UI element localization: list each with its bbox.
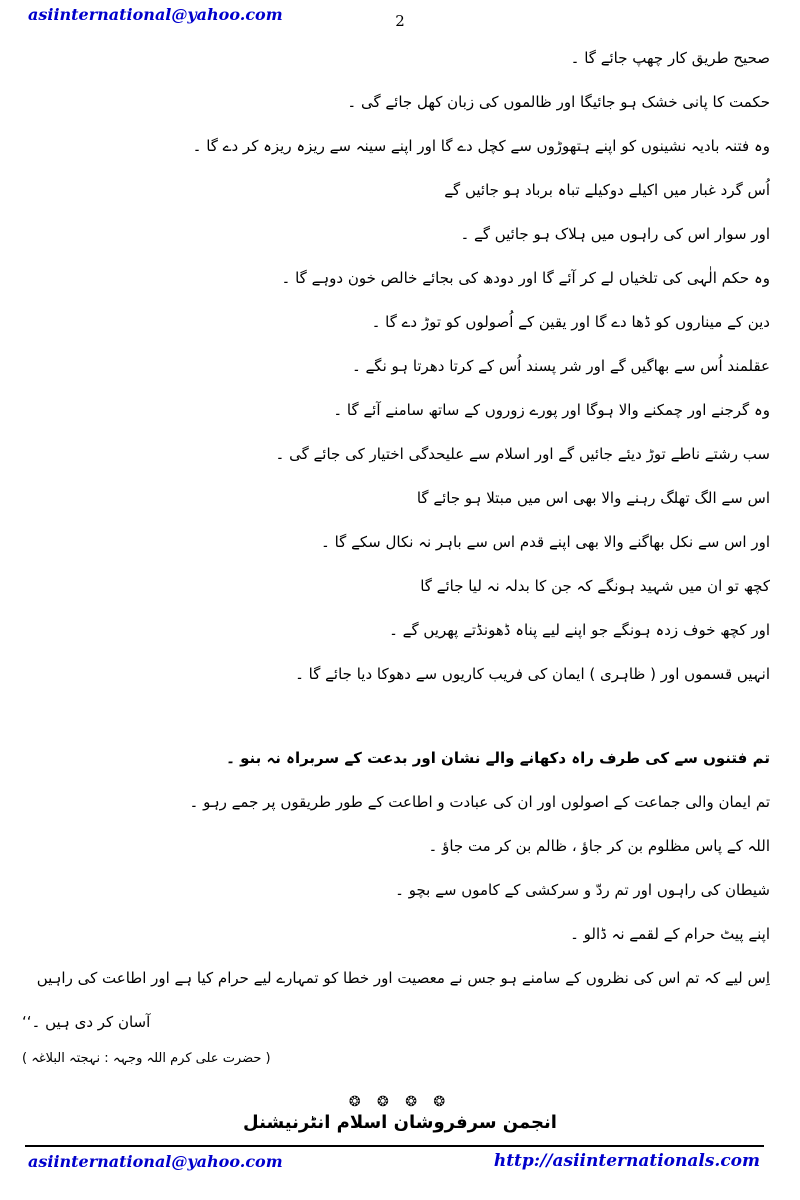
urdu-text-line: اور کچھ خوف زدہ ہونگے جو اپنے لیے پناہ ڈھونڈتے پھریں گے ۔ <box>389 621 770 639</box>
attribution-line: ( حضرت علی کرم اللہ وجہہ : نہجتہ البلاغہ ) <box>22 1051 271 1066</box>
urdu-text-line: صحیح طریق کار چھپ جائے گا ۔ <box>570 49 770 67</box>
header-email-link[interactable]: asiinternational@yahoo.com <box>28 5 283 24</box>
urdu-text-line: وہ گرجنے اور چمکنے والا ہوگا اور پورے زوروں کے ساتھ سامنے آئے گا ۔ <box>333 401 770 419</box>
urdu-heading-line: تم فتنوں سے کی طرف راہ دکھانے والے نشان اور بدعت کے سربراہ نہ بنو ۔ <box>226 749 770 767</box>
urdu-text-line: اس سے الگ تھلگ رہنے والا بھی اس میں مبتلا ہو جائے گا <box>416 489 770 507</box>
urdu-text-line: شیطان کی راہوں اور تم ردّ و سرکشی کے کاموں سے بچو ۔ <box>395 881 770 899</box>
urdu-text-line: عقلمند اُس سے بھاگیں گے اور شر پسند اُس کے کرتا دھرتا ہو نگے ۔ <box>351 357 770 375</box>
document-body <box>22 36 770 1074</box>
urdu-text-line: وہ فتنہ بادیہ نشینوں کو اپنے ہتھوڑوں سے کچل دے گا اور اپنے سینہ سے ریزہ ریزہ کر دے گا ۔ <box>192 137 770 155</box>
page-number: 2 <box>395 12 405 30</box>
footer-email-link[interactable]: asiinternational@yahoo.com <box>28 1152 283 1171</box>
urdu-text-line: اُس گرد غبار میں اکیلے دوکیلے تباہ برباد ہو جائیں گے <box>444 181 770 199</box>
urdu-text-line: وہ حکم الٰہی کی تلخیاں لے کر آئے گا اور دودھ کی بجائے خالص خون دوہے گا ۔ <box>281 269 770 287</box>
urdu-text-line: کچھ تو ان میں شہید ہونگے کہ جن کا بدلہ نہ لیا جائے گا <box>420 577 770 595</box>
urdu-text-line: تم ایمان والی جماعت کے اصولوں اور ان کی عبادت و اطاعت کے طور طریقوں پر جمے رہو ۔ <box>189 793 770 811</box>
urdu-text-line: اور سوار اس کی راہوں میں ہلاک ہو جائیں گے ۔ <box>460 225 770 243</box>
footer-divider <box>25 1145 764 1147</box>
organization-name: انجمن سرفروشان اسلام انٹرنیشنل <box>243 1112 557 1133</box>
urdu-text-line: اپنے پیٹ حرام کے لقمے نہ ڈالو ۔ <box>570 925 770 943</box>
urdu-text-line: دین کے میناروں کو ڈھا دے گا اور یقین کے اُصولوں کو توڑ دے گا ۔ <box>371 313 770 331</box>
urdu-text-line: سب رشتے ناطے توڑ دیئے جائیں گے اور اسلام سے علیحدگی اختیار کی جائے گی ۔ <box>275 445 770 463</box>
decorative-stars: ❂ ❂ ❂ ❂ <box>348 1094 452 1110</box>
urdu-text-line: اور اس سے نکل بھاگنے والا بھی اپنے قدم اس سے باہر نہ نکال سکے گا ۔ <box>321 533 770 551</box>
urdu-text-line: انہیں قسموں اور ( ظاہری ) ایمان کی فریب کاریوں سے دھوکا دیا جائے گا ۔ <box>295 665 770 683</box>
footer-website-link[interactable]: http://asiinternationals.com <box>493 1151 760 1171</box>
urdu-text-line: حکمت کا پانی خشک ہو جائیگا اور ظالموں کی زبان کھل جائے گی ۔ <box>347 93 770 111</box>
urdu-text-line: اِس لیے کہ تم اس کی نظروں کے سامنے ہو جس نے معصیت اور خطا کو تمہارے لیے حرام کیا ہے اور اطاعت کی راہیں <box>36 969 770 987</box>
urdu-text-line: اللہ کے پاس مظلوم بن کر جاؤ ، ظالم بن کر مت جاؤ ۔ <box>428 837 770 855</box>
urdu-text-line: آسان کر دی ہیں ۔‘‘ <box>22 1013 151 1031</box>
